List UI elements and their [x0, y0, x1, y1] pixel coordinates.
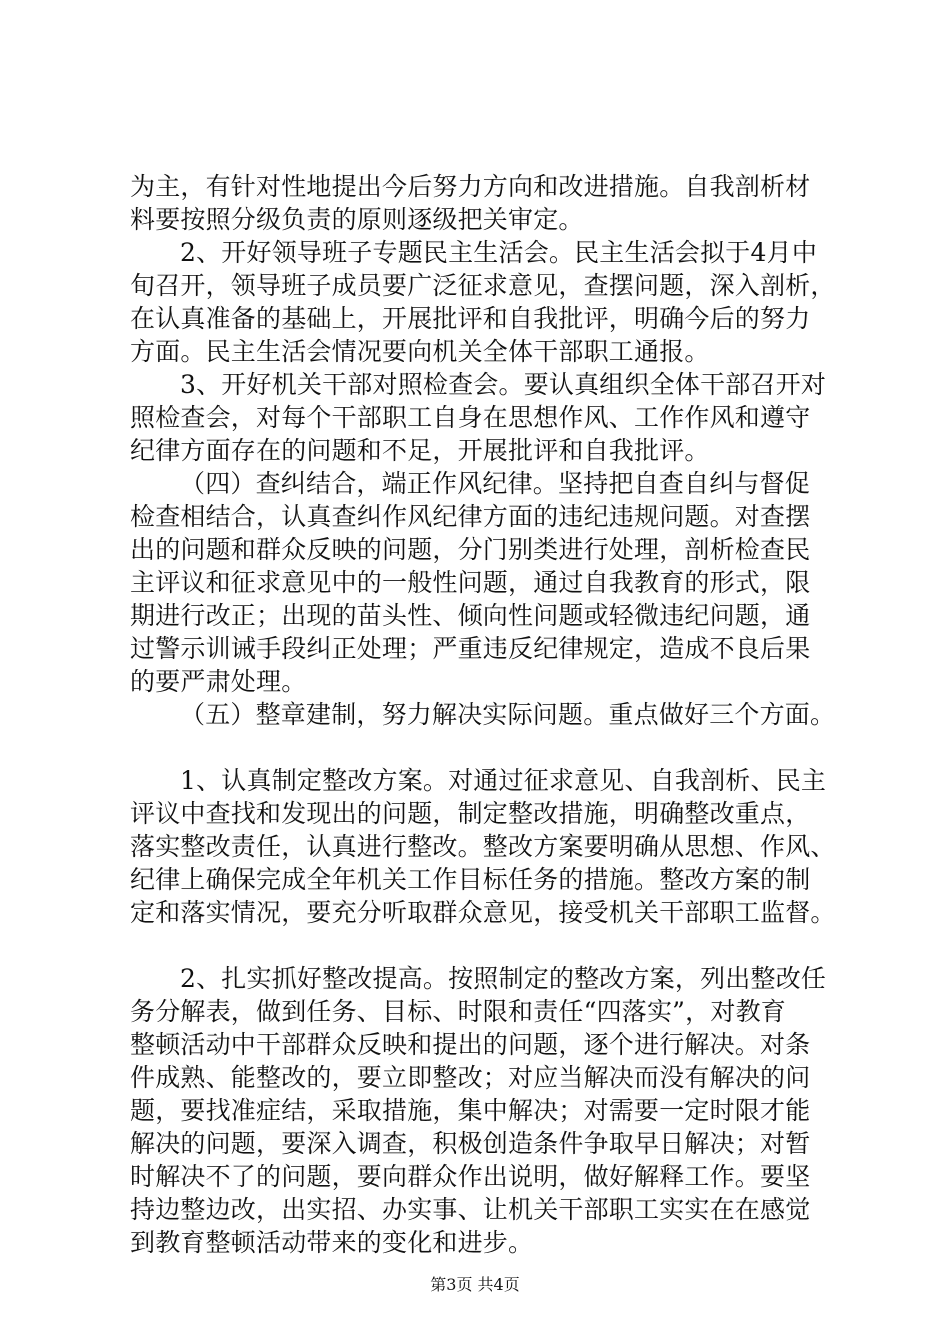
text-line: 1、认真制定整改方案。对通过征求意见、自我剖析、民主: [180, 766, 827, 795]
text-line: 为主，有针对性地提出今后努力方向和改进措施。自我剖析材: [130, 172, 811, 201]
text-line: 件成熟、能整改的，要立即整改；对应当解决而没有解决的问: [130, 1063, 811, 1092]
document-body: [130, 170, 842, 1259]
text-line: 检查相结合，认真查纠作风纪律方面的违纪违规问题。对查摆: [130, 502, 811, 531]
text-line: 解决的问题，要深入调查，积极创造条件争取早日解决；对暂: [130, 1129, 811, 1158]
text-line: 期进行改正；出现的苗头性、倾向性问题或轻微违纪问题，通: [130, 601, 811, 630]
text-line: 时解决不了的问题，要向群众作出说明，做好解释工作。要坚: [130, 1162, 811, 1191]
text-line: 在认真准备的基础上，开展批评和自我批评，明确今后的努力: [130, 304, 811, 333]
text-line: 料要按照分级负责的原则逐级把关审定。: [130, 205, 584, 234]
text-line: 落实整改责任，认真进行整改。整改方案要明确从思想、作风、: [130, 832, 836, 861]
page-footer: 第3页 共4页: [430, 1275, 520, 1294]
text-line: 纪律方面存在的问题和不足，开展批评和自我批评。: [130, 436, 710, 465]
blank-line: [130, 929, 842, 962]
text-line: 题，要找准症结，采取措施，集中解决；对需要一定时限才能: [130, 1096, 811, 1125]
text-line: 评议中查找和发现出的问题，制定整改措施，明确整改重点，: [130, 799, 811, 828]
text-line: 2、开好领导班子专题民主生活会。民主生活会拟于4月中: [180, 238, 818, 267]
text-line: 出的问题和群众反映的问题，分门别类进行处理，剖析检查民: [130, 535, 811, 564]
text-line: 照检查会，对每个干部职工自身在思想作风、工作作风和遵守: [130, 403, 811, 432]
text-line: 定和落实情况，要充分听取群众意见，接受机关干部职工监督。: [130, 898, 836, 927]
blank-line: [130, 731, 842, 764]
text-line: 3、开好机关干部对照检查会。要认真组织全体干部召开对: [180, 370, 827, 399]
text-line: 旬召开，领导班子成员要广泛征求意见，查摆问题，深入剖析，: [130, 271, 836, 300]
text-line: 整顿活动中干部群众反映和提出的问题，逐个进行解决。对条: [130, 1030, 811, 1059]
text-line: 的要严肃处理。: [130, 667, 307, 696]
text-line: 到教育整顿活动带来的变化和进步。: [130, 1228, 534, 1257]
text-line: （四）查纠结合，端正作风纪律。坚持把自查自纠与督促: [180, 469, 811, 498]
text-line: 纪律上确保完成全年机关工作目标任务的措施。整改方案的制: [130, 865, 811, 894]
text-line: （五）整章建制，努力解决实际问题。重点做好三个方面。: [180, 700, 836, 729]
text-line: 方面。民主生活会情况要向机关全体干部职工通报。: [130, 337, 710, 366]
text-line: 务分解表，做到任务、目标、时限和责任“四落实”，对教育: [130, 997, 786, 1026]
text-line: 主评议和征求意见中的一般性问题，通过自我教育的形式，限: [130, 568, 811, 597]
text-line: 过警示训诫手段纠正处理；严重违反纪律规定，造成不良后果: [130, 634, 811, 663]
text-line: 2、扎实抓好整改提高。按照制定的整改方案，列出整改任: [180, 964, 827, 993]
text-line: 持边整边改，出实招、办实事、让机关干部职工实实在在感觉: [130, 1195, 811, 1224]
